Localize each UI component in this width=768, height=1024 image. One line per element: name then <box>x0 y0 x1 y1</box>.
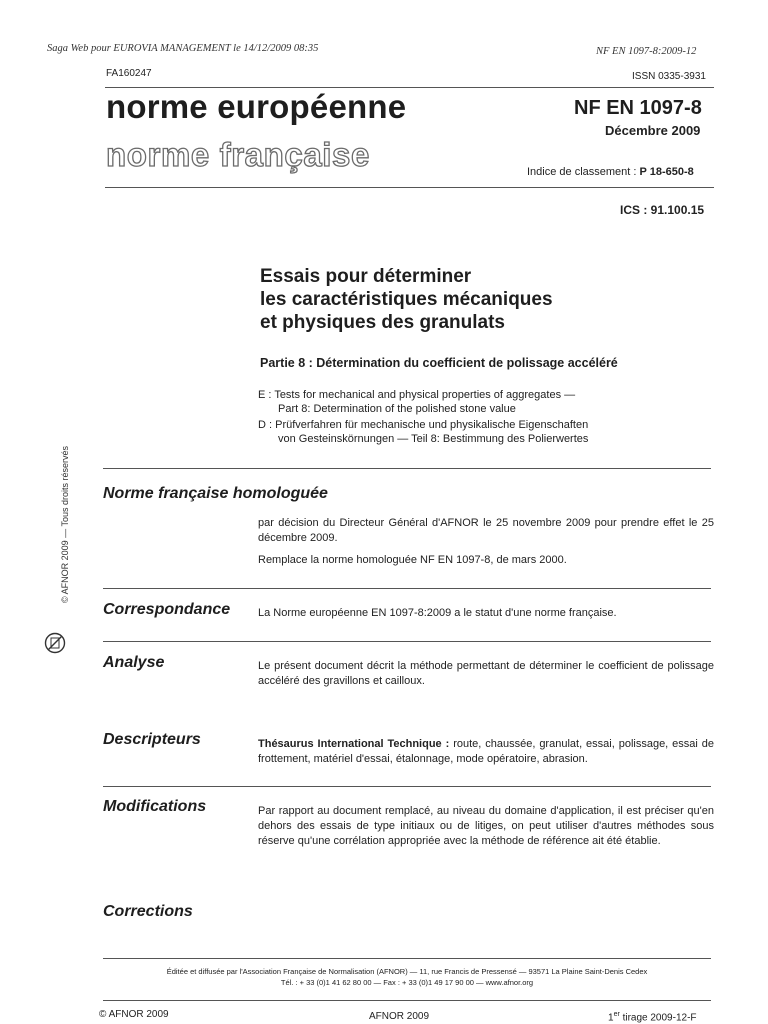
translation-en-line2: Part 8: Determination of the polished stone value <box>278 403 516 415</box>
source-line: Saga Web pour EUROVIA MANAGEMENT le 14/12/2009 08:35 <box>47 43 319 54</box>
brand-line-europeenne: norme européenne <box>106 88 407 125</box>
footer-center: AFNOR 2009 <box>369 1011 430 1022</box>
section-divider-3 <box>103 641 711 642</box>
no-photocopy-icon <box>44 632 66 654</box>
copyright-side-text: © AFNOR 2009 — Tous droits réservés <box>60 445 70 603</box>
section-title-homologuee: Norme française homologuée <box>103 485 328 502</box>
publisher-line-1: Éditée et diffusée par l'Association Française de Normalisation (AFNOR) — 11, rue Francis de Pressensé — 93571 La Plaine Saint-Denis Cedex <box>166 967 648 976</box>
section-title-analyse: Analyse <box>103 654 165 671</box>
translation-en-line1: Tests for mechanical and physical properties of aggregates — <box>274 389 576 401</box>
classification-value: P 18-650-8 <box>639 166 694 178</box>
brand-line-francaise: norme française <box>106 136 370 173</box>
section-divider-4 <box>103 786 711 787</box>
title-line-3: et physiques des granulats <box>260 312 505 333</box>
document-title <box>260 265 553 334</box>
replacement-note: Remplace la norme homologuée NF EN 1097-8, de mars 2000. <box>258 554 567 566</box>
publisher-info <box>103 966 711 988</box>
translation-de-line2: von Gesteinskörnungen — Teil 8: Bestimmung des Polierwertes <box>278 433 589 445</box>
title-line-2: les caractéristiques mécaniques <box>260 289 553 310</box>
section-body-modifications: Par rapport au document remplacé, au niveau du domaine d'application, il est préciser qu'en dehors des essais de type initiaux ou de litiges, on peut utiliser d'autres méthodes sous réserve qu'une corrélation appropriée avec la méthode de référence ait été établie. <box>258 805 714 847</box>
homologation-decision: par décision du Directeur Général d'AFNOR le 25 novembre 2009 pour prendre effet le 25 décembre 2009. <box>258 517 714 544</box>
section-body-correspondance: La Norme européenne EN 1097-8:2009 a le statut d'une norme française. <box>258 607 617 619</box>
footer-copyright: © AFNOR 2009 <box>99 1009 169 1020</box>
section-body-analyse: Le présent document décrit la méthode permettant de déterminer le coefficient de polissage accéléré des gravillons et cailloux. <box>258 660 714 687</box>
publisher-line-2: Tél. : + 33 (0)1 41 62 80 00 — Fax : + 33 (0)1 49 17 90 00 — www.afnor.org <box>280 978 534 987</box>
ics-code: ICS : 91.100.15 <box>620 203 705 217</box>
issn: ISSN 0335-3931 <box>632 71 706 82</box>
translation-de <box>258 418 588 446</box>
translation-de-line1: Prüfverfahren für mechanische und physikalische Eigenschaften <box>275 419 589 431</box>
translation-en <box>258 388 575 416</box>
section-title-modifications: Modifications <box>103 798 207 815</box>
footer-divider-1 <box>103 958 711 959</box>
document-part: Partie 8 : Détermination du coefficient de polissage accéléré <box>260 356 618 370</box>
classification-index <box>527 166 694 178</box>
standard-reference: NF EN 1097-8:2009-12 <box>596 46 697 57</box>
tirage-superscript: er <box>613 1011 620 1018</box>
standard-date: Décembre 2009 <box>605 123 701 138</box>
descriptors-list: route, chaussée, granulat, essai, polissage, essai de frottement, matériel d'essai, étalonnage, mode opératoire, abrasion. <box>258 738 715 765</box>
tirage-number: 1 <box>608 1012 614 1024</box>
section-body-homologuee <box>258 516 714 575</box>
section-divider-1 <box>103 468 711 469</box>
section-title-correspondance: Correspondance <box>103 601 231 618</box>
translation-de-prefix: D : <box>258 419 273 431</box>
tirage-text: tirage 2009-12-F <box>619 1012 697 1024</box>
fa-code: FA160247 <box>106 68 152 79</box>
footer-tirage <box>608 1011 697 1023</box>
brand-divider <box>105 187 714 188</box>
title-line-1: Essais pour déterminer <box>260 266 472 287</box>
thesaurus-label: Thésaurus International Technique : <box>258 738 450 750</box>
classification-label: Indice de classement : <box>527 166 640 178</box>
section-body-descripteurs <box>258 737 714 767</box>
standard-number: NF EN 1097-8 <box>574 97 702 119</box>
footer-divider-2 <box>103 1000 711 1001</box>
section-title-descripteurs: Descripteurs <box>103 731 201 748</box>
translation-en-prefix: E : <box>258 389 272 401</box>
section-title-corrections: Corrections <box>103 903 193 920</box>
section-divider-2 <box>103 588 711 589</box>
